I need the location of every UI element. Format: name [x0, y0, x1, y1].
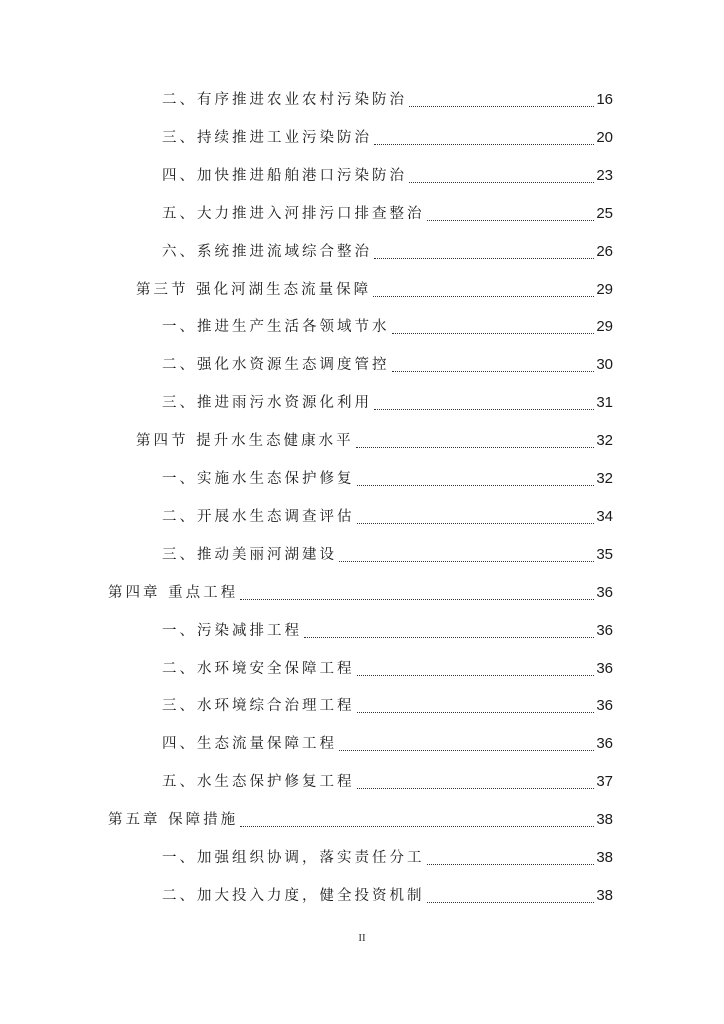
dot-leader [374, 143, 594, 145]
toc-entry-page: 16 [596, 91, 613, 108]
toc-entry-page: 36 [596, 583, 613, 601]
dot-leader [392, 332, 595, 334]
toc-entry[interactable] [162, 202, 613, 226]
toc-entry-page: 37 [596, 773, 613, 791]
toc-entry[interactable] [108, 581, 613, 605]
toc-entry-page: 32 [596, 432, 613, 450]
toc-entry-page: 36 [596, 735, 613, 753]
dot-leader [427, 219, 595, 221]
toc-entry-title: 二、加大投入力度，健全投资机制 [162, 887, 425, 904]
toc-entry[interactable] [162, 694, 613, 718]
dot-leader [339, 749, 594, 751]
dot-leader [240, 598, 594, 600]
toc-entry-page: 31 [596, 394, 613, 412]
dot-leader [357, 522, 595, 524]
toc-entry-page: 20 [596, 128, 613, 146]
dot-leader [356, 446, 595, 448]
dot-leader [374, 257, 594, 259]
toc-entry-page: 30 [596, 356, 613, 374]
toc-entry-title: 二、有序推进农业农村污染防治 [162, 92, 407, 108]
toc-entry[interactable] [136, 278, 613, 302]
toc-entry-title: 五、水生态保护修复工程 [162, 774, 355, 791]
toc-entry-page: 29 [596, 318, 613, 336]
toc-entry-page: 32 [596, 470, 613, 487]
toc-entry[interactable] [136, 429, 613, 453]
toc-entry[interactable] [162, 770, 613, 794]
toc-entry-page: 25 [596, 204, 613, 222]
toc-entry-page: 23 [596, 166, 613, 184]
toc-entry-title: 四、生态流量保障工程 [162, 736, 337, 753]
toc-entry[interactable] [162, 543, 613, 567]
dot-leader [240, 825, 594, 827]
dot-leader [357, 711, 595, 713]
toc-entry-page: 34 [596, 507, 613, 525]
toc-entry-title: 第四节 提升水生态健康水平 [136, 433, 354, 450]
toc-entry[interactable] [162, 126, 613, 150]
toc-entry[interactable] [162, 391, 613, 415]
dot-leader [409, 181, 594, 183]
toc-entry-page: 36 [596, 659, 613, 677]
toc-entry-page: 26 [596, 242, 613, 260]
toc-entry[interactable] [162, 619, 613, 643]
toc-entry-title: 一、实施水生态保护修复 [162, 471, 355, 487]
toc-entry[interactable] [162, 164, 613, 188]
toc-entry-title: 第三节 强化河湖生态流量保障 [136, 281, 372, 298]
toc-entry[interactable] [162, 732, 613, 756]
toc-entry-title: 二、水环境安全保障工程 [162, 660, 355, 677]
dot-leader [373, 295, 594, 297]
toc-entry-title: 一、污染减排工程 [162, 622, 302, 639]
dot-leader [392, 370, 595, 372]
toc-entry[interactable] [162, 505, 613, 529]
toc-entry[interactable] [162, 315, 613, 339]
toc-entry-title: 五、大力推进入河排污口排查整治 [162, 205, 425, 222]
toc-entry[interactable] [162, 884, 613, 908]
toc-entry[interactable] [162, 846, 613, 870]
dot-leader [339, 560, 594, 562]
toc-entry[interactable] [108, 808, 613, 832]
toc-entry-page: 38 [596, 811, 613, 829]
toc-entry-page: 36 [596, 621, 613, 639]
toc-entry-page: 38 [596, 849, 613, 866]
toc-entry-title: 三、持续推进工业污染防治 [162, 129, 372, 146]
toc-entry[interactable] [162, 240, 613, 264]
toc-entry-title: 三、推进雨污水资源化利用 [162, 395, 372, 412]
toc-entry-page: 36 [596, 697, 613, 715]
toc-entry[interactable] [162, 353, 613, 377]
toc-entry-title: 三、推动美丽河湖建设 [162, 546, 337, 563]
toc-entry-page: 35 [596, 545, 613, 563]
toc-entry[interactable] [162, 88, 613, 112]
dot-leader [427, 863, 595, 865]
dot-leader [357, 484, 595, 486]
toc-entry-title: 六、系统推进流域综合整治 [162, 243, 372, 260]
toc-entry-title: 二、开展水生态调查评估 [162, 508, 355, 525]
toc-entry-title: 第五章 保障措施 [108, 812, 239, 829]
toc-entry-title: 二、强化水资源生态调度管控 [162, 357, 390, 374]
toc-entry-title: 第四章 重点工程 [108, 584, 239, 601]
dot-leader [357, 787, 595, 789]
dot-leader [357, 674, 595, 676]
toc-entry[interactable] [162, 657, 613, 681]
toc-entry-title: 四、加快推进船舶港口污染防治 [162, 167, 407, 184]
toc-entry-title: 一、加强组织协调，落实责任分工 [162, 850, 425, 866]
toc-entry-title: 一、推进生产生活各领域节水 [162, 319, 390, 336]
page-number: II [358, 932, 366, 944]
dot-leader [374, 408, 594, 410]
dot-leader [304, 636, 594, 638]
dot-leader [409, 105, 594, 107]
dot-leader [427, 901, 595, 903]
toc-entry-page: 38 [596, 886, 613, 904]
toc-entry[interactable] [162, 467, 613, 491]
toc-entry-title: 三、水环境综合治理工程 [162, 698, 355, 715]
toc-entry-page: 29 [596, 280, 613, 298]
